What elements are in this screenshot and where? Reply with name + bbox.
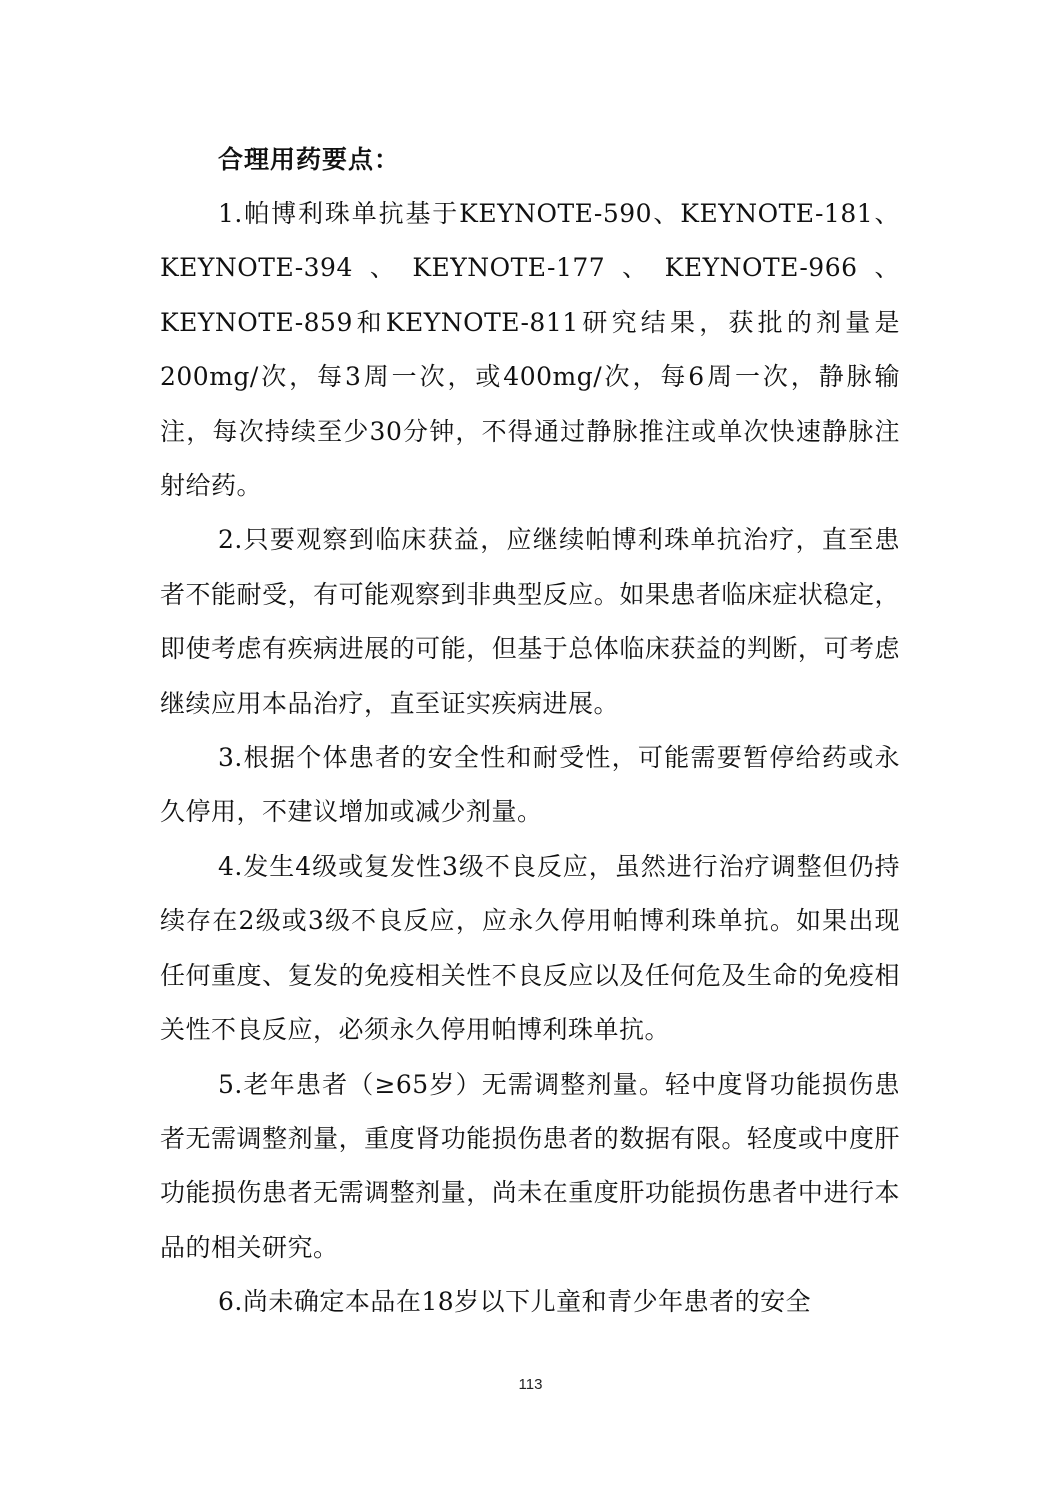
paragraph-2: 2.只要观察到临床获益，应继续帕博利珠单抗治疗，直至患者不能耐受，有可能观察到非典型反应。如果患者临床症状稳定，即使考虑有疾病进展的可能，但基于总体临床获益的判断，可考虑继续应用本品治疗，直至证实疾病进展。: [160, 525, 900, 718]
paragraph-1: 1.帕博利珠单抗基于KEYNOTE-590、KEYNOTE-181、KEYNOTE-394、KEYNOTE-177、KEYNOTE-966、KEYNOTE-859和KEYNOTE-811研究结果，获批的剂量是200mg/次，每3周一次，或400mg/次，每6周一次，静脉输注，每次持续至少30分钟，不得通过静脉推注或单次快速静脉注射给药。: [160, 199, 900, 501]
paragraph-6: 6.尚未确定本品在18岁以下儿童和青少年患者的安全: [218, 1287, 812, 1317]
document-body: [160, 133, 900, 1330]
section-heading: 合理用药要点：: [218, 145, 401, 174]
paragraph-3: 3.根据个体患者的安全性和耐受性，可能需要暂停给药或永久停用，不建议增加或减少剂量。: [160, 743, 900, 827]
paragraph-5: 5.老年患者（≥65岁）无需调整剂量。轻中度肾功能损伤患者无需调整剂量，重度肾功能损伤患者的数据有限。轻度或中度肝功能损伤患者无需调整剂量，尚未在重度肝功能损伤患者中进行本品的相关研究。: [160, 1069, 900, 1262]
paragraph-4: 4.发生4级或复发性3级不良反应，虽然进行治疗调整但仍持续存在2级或3级不良反应，应永久停用帕博利珠单抗。如果出现任何重度、复发的免疫相关性不良反应以及任何危及生命的免疫相关性不良反应，必须永久停用帕博利珠单抗。: [160, 851, 900, 1045]
page-number: 113: [518, 1376, 543, 1393]
